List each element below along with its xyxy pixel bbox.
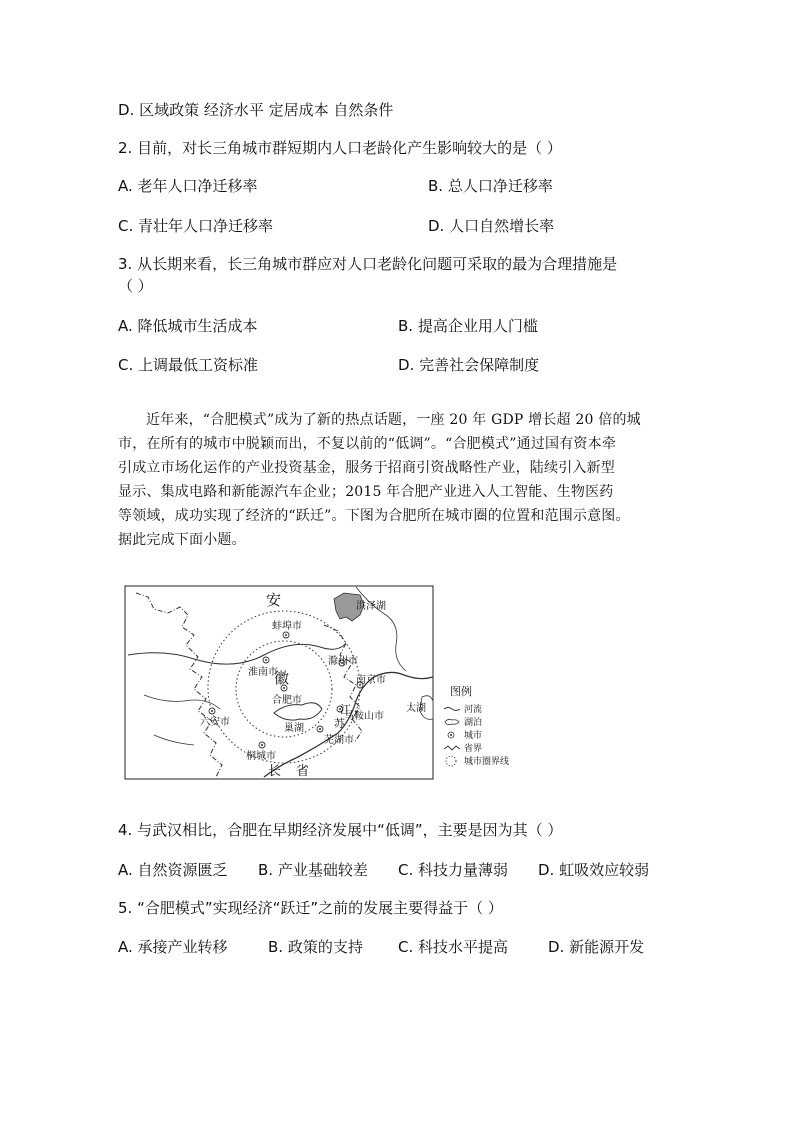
passage-line: 近年来，“合肥模式”成为了新的热点话题，一座 20 年 GDP 增长超 20 倍的城 — [146, 412, 641, 428]
legend-boundary-symbol — [444, 746, 460, 750]
label-huainan: 淮南市 — [248, 667, 278, 678]
label-taihu: 太湖 — [406, 703, 426, 714]
label-bengbu: 蚌埠市 — [272, 621, 302, 632]
luan-marker-dot — [211, 710, 213, 712]
legend-city: 城市 — [464, 731, 483, 741]
label-jiang: 江 — [340, 703, 351, 716]
city-circle-map — [124, 585, 524, 785]
q3-option-c: C. 上调最低工资标准 — [118, 356, 259, 374]
label-an: 安 — [266, 591, 282, 609]
legend-boundary: 省界 — [464, 744, 483, 754]
q3-option-d: D. 完善社会保障制度 — [398, 356, 540, 374]
label-luan: 六安市 — [200, 717, 230, 728]
label-sheng: 省 — [296, 764, 310, 779]
label-chaohu: 巢湖 — [284, 723, 304, 734]
label-nanjing: 南京市 — [356, 675, 386, 686]
tongcheng-marker-dot — [261, 744, 263, 746]
q3-stem-cont: （ ） — [118, 277, 153, 295]
hefei-marker-dot — [283, 687, 285, 689]
q2-option-a: A. 老年人口净迁移率 — [118, 177, 258, 195]
legend-river-symbol — [444, 708, 460, 711]
q5-option-c: C. 科技水平提高 — [398, 938, 509, 956]
q4-option-d: D. 虹吸效应较弱 — [538, 861, 650, 879]
q3-option-a: A. 降低城市生活成本 — [118, 317, 258, 335]
label-maanshan: 马鞍山市 — [344, 711, 384, 722]
legend-lake: 湖泊 — [464, 718, 483, 728]
q4-option-c: C. 科技力量薄弱 — [398, 861, 509, 879]
q2-option-b: B. 总人口净迁移率 — [428, 177, 553, 195]
q4-option-a: A. 自然资源匮乏 — [118, 861, 228, 879]
q5-option-d: D. 新能源开发 — [548, 938, 645, 956]
label-su: 苏 — [334, 717, 345, 730]
label-chang: 长 — [268, 764, 282, 779]
legend-city-dot — [450, 734, 452, 736]
passage-line: 据此完成下面小题。 — [118, 532, 246, 548]
q5-stem: 5. “合肥模式”实现经济“跃迁”之前的发展主要得益于（ ） — [118, 899, 503, 917]
label-hongze-lake: 洪泽湖 — [356, 601, 386, 612]
passage — [118, 408, 678, 552]
q2-option-d: D. 人口自然增长率 — [428, 217, 555, 235]
q4-option-b: B. 产业基础较差 — [258, 861, 368, 879]
wuhu-marker-dot — [319, 728, 321, 730]
legend-city-circle: 城市圈界线 — [464, 757, 510, 767]
q3-option-b: B. 提高企业用人门槛 — [398, 317, 538, 335]
q2-option-c: C. 青壮年人口净迁移率 — [118, 217, 274, 235]
bengbu-marker-dot — [285, 634, 287, 636]
label-hui: 徽 — [274, 669, 290, 687]
legend-lake-symbol — [445, 719, 459, 724]
label-hefei: 合肥市 — [272, 695, 302, 706]
legend-title: 图例 — [450, 685, 472, 698]
label-wuhu: 芜湖市 — [324, 735, 354, 746]
q3-stem: 3. 从长期来看，长三角城市群应对人口老龄化问题可采取的最为合理措施是 — [118, 255, 618, 273]
legend-river: 河流 — [464, 705, 483, 715]
huainan-marker-dot — [265, 659, 267, 661]
passage-line: 引成立市场化运作的产业投资基金，服务于招商引资战略性产业，陆续引入新型 — [118, 460, 615, 476]
q4-stem: 4. 与武汉相比，合肥在早期经济发展中“低调”，主要是因为其（ ） — [118, 821, 563, 839]
legend-circle-symbol — [446, 756, 456, 766]
q5-option-a: A. 承接产业转移 — [118, 938, 228, 956]
label-chuzhou: 滁州市 — [328, 656, 358, 667]
q1-option-d: D. 区域政策 经济水平 定居成本 自然条件 — [118, 101, 394, 119]
label-tongcheng: 桐城市 — [246, 751, 276, 762]
passage-line: 等领域，成功实现了经济的“跃迁”。下图为合肥所在城市圈的位置和范围示意图。 — [118, 508, 630, 524]
q2-stem: 2. 目前，对长三角城市群短期内人口老龄化产生影响较大的是（ ） — [118, 139, 562, 157]
q5-option-b: B. 政策的支持 — [268, 938, 363, 956]
passage-line: 市，在所有的城市中脱颖而出，不复以前的“低调”。“合肥模式”通过国有资本牵 — [118, 436, 617, 452]
passage-line: 显示、集成电路和新能源汽车企业；2015 年合肥产业进入人工智能、生物医药 — [118, 484, 614, 500]
